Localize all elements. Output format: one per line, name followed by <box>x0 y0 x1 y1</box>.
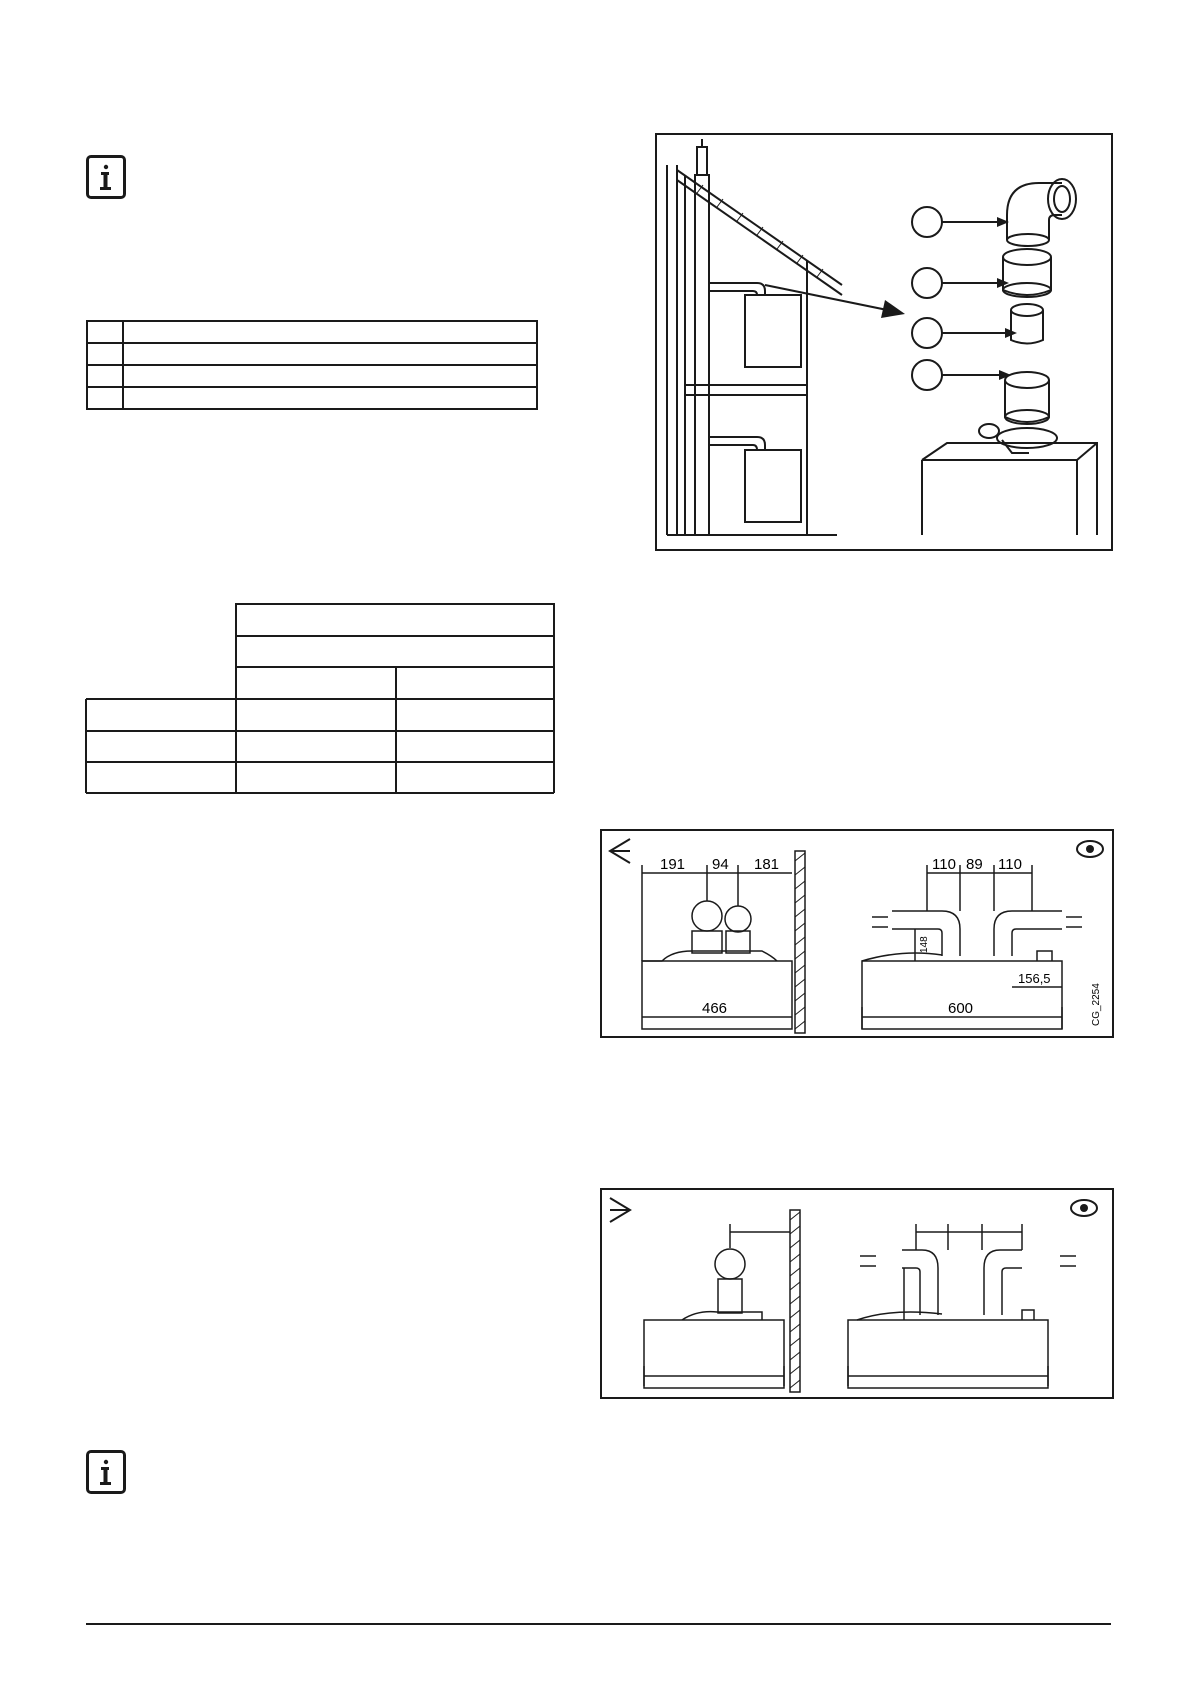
figure-flue-dimensions-2 <box>600 1188 1114 1399</box>
figure-code: CG_2254 <box>1091 983 1102 1026</box>
dim-offset: 156,5 <box>1018 971 1051 986</box>
table-row <box>87 365 537 387</box>
figure-chimney-installation <box>655 133 1113 551</box>
figure-flue-dimensions <box>600 829 1114 1038</box>
dim-height: 148 <box>919 936 930 953</box>
dim-side-2: 94 <box>712 856 729 873</box>
view-right-icon <box>610 1198 630 1222</box>
dim-side-3: 181 <box>754 856 780 873</box>
info-icon <box>86 1450 126 1494</box>
dim-depth: 466 <box>702 1000 728 1017</box>
dim-front-3: 110 <box>998 856 1022 873</box>
info-icon <box>86 155 126 199</box>
view-left-icon <box>610 839 630 863</box>
eye-icon <box>1077 841 1103 857</box>
dim-width: 600 <box>948 1000 974 1017</box>
eye-icon <box>1071 1200 1097 1216</box>
table-row <box>87 321 537 343</box>
table-row <box>87 343 537 365</box>
dim-side-1: 191 <box>660 856 686 873</box>
legend-table <box>86 320 538 410</box>
footer-divider <box>86 1623 1111 1625</box>
table-row <box>87 387 537 409</box>
dim-front-2: 89 <box>966 856 983 873</box>
dim-front-1: 110 <box>932 856 956 873</box>
data-table <box>84 603 556 795</box>
